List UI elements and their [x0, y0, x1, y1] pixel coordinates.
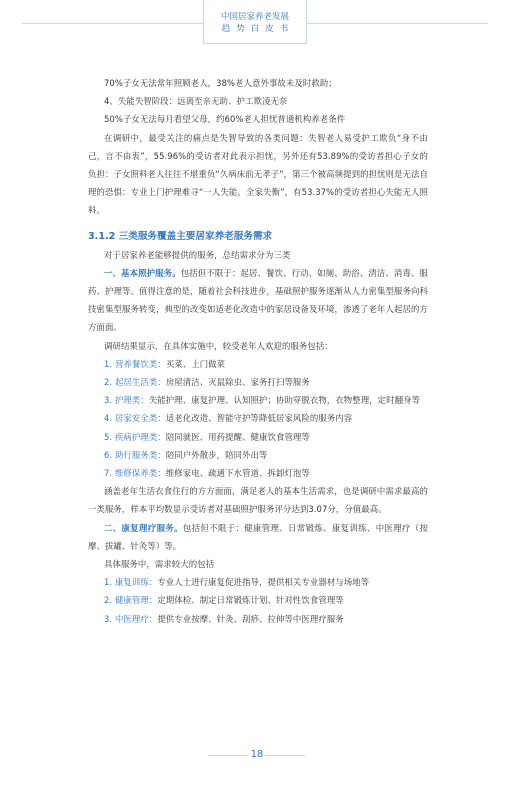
list-item-label: 2. 起居生活类： [104, 377, 166, 388]
paragraph-stat-2: 50%子女无法每月看望父母，约60%老人担忧普通机构养老条件 [104, 114, 346, 125]
paragraph-rehab-intro: 具体服务中，需求较大的包括 [104, 559, 215, 570]
list-item [88, 428, 428, 446]
paragraph-rehab [88, 519, 428, 555]
rehab-heading: 二、康复理疗服务。 [104, 522, 183, 533]
footer-rule-right [265, 755, 305, 756]
list-item-text: 提供专业按摩、针灸、刮痧、拉伸等中医理疗服务 [157, 613, 344, 624]
list-item [88, 464, 428, 482]
footer-rule-left [208, 755, 248, 756]
list-item-text: 买菜、上门做菜 [165, 358, 226, 369]
list-item [88, 573, 428, 591]
paragraph-stage-4: 4、失能失智阶段：远离至亲无助、护工欺凌无奈 [104, 96, 288, 107]
paragraph-pain-points: 在调研中，最受关注的痛点是失智导致的各类问题：失智老人易受护工欺负“身不由己，言不由衷”，55.96%的受访者对此表示担忧，另外还有53.89%的受访者担心子女的负担：子女照料老人往往不堪重负“久病床前无孝子”，第三个被高频提到的担忧则是无法自理的恐惧：专业上门护理难寻“一人失能，全家失衡”，有53.37%的受访者担心失能无人照料。 [88, 132, 428, 216]
list-item [88, 409, 428, 427]
page-number: 18 [250, 749, 264, 760]
header-rule-left [22, 23, 203, 24]
list-item-label: 5. 疾病护理类： [104, 431, 166, 442]
list-item-text: 陪同就医、用药提醒、健康饮食管理等 [165, 431, 310, 442]
rehab-list [88, 573, 428, 628]
list-item-label: 3. 中医理疗： [104, 613, 158, 624]
list-item-text: 房屋清洁、灭鼠除虫、家务打扫等服务 [165, 377, 310, 388]
page-footer [0, 747, 510, 767]
list-item-text: 适老化改造、智能守护等降低居家风险的服务内容 [165, 413, 353, 424]
list-item-label: 2. 健康管理： [104, 595, 158, 606]
paragraph-survey: 调研结果显示，在具体实施中，较受老年人欢迎的服务包括： [104, 340, 333, 351]
paragraph-summary: 涵盖老年生活衣食住行的方方面面，满足老人的基本生活需求，也是调研中需求最高的一类服务，样本平均数显示受访者对基础照护服务评分达到3.07分，分值最高。 [88, 486, 428, 515]
list-item-label: 7. 维修保养类： [104, 468, 166, 479]
header-title-box [203, 0, 307, 44]
paragraph-intro: 对于居家养老能够提供的服务，总结需求分为三类 [104, 249, 291, 260]
list-item-text: 定期体检、制定日常锻炼计划、针对性饮食管理等 [157, 595, 344, 606]
rehab-text: 包括但不限于：健康管理、日常锻炼、康复训练、中医理疗（按摩、拔罐、针灸等）等。 [88, 522, 428, 551]
list-item [88, 591, 428, 609]
list-item-label: 6. 助行服务类： [104, 449, 166, 460]
list-item [88, 355, 428, 373]
paragraph-basic-care [88, 264, 428, 337]
section-title: 3.1.2 三类服务覆盖主要居家养老服务需求 [88, 230, 273, 242]
basic-care-list [88, 355, 428, 482]
basic-care-heading: 一、基本照护服务。 [104, 267, 181, 278]
list-item [88, 610, 428, 628]
basic-care-text: 包括但不限于：起居、餐饮、行动、如厕、助浴、清洁、消毒、服药、护理等。值得注意的是，随着社会科技进步，基础照护服务逐渐从人力密集型服务向科技密集型服务转变，典型的改变如适老化改造中的家居设备及环境，渗透了老年人起居的方方面面。 [88, 267, 428, 333]
list-item-label: 1. 康复训练： [104, 577, 158, 588]
list-item-label: 3. 护理类： [104, 395, 149, 406]
list-item [88, 446, 428, 464]
header-rule-right [305, 23, 488, 24]
list-item-text: 失能护理、康复护理、认知照护；协助穿脱衣物，衣物整理，定时翻身等 [148, 395, 421, 406]
list-item [88, 373, 428, 391]
page-body [88, 74, 428, 628]
list-item-text: 专业人士进行康复促进指导，提供相关专业器材与场地等 [157, 577, 370, 588]
paragraph-stat-1: 70%子女无法常年照顾老人，38%老人意外事故未及时救助； [104, 78, 337, 88]
page-header [0, 0, 510, 48]
list-item-text: 维修家电、疏通下水管道、拆卸灯泡等 [165, 468, 310, 479]
list-item-label: 1. 营养餐饮类： [104, 358, 166, 369]
list-item [88, 391, 428, 409]
header-subtitle: 趋势白皮书 [221, 24, 295, 34]
header-title: 中国居家养老发展 [220, 12, 289, 22]
list-item-text: 陪同户外散步，陪同外出等 [165, 449, 268, 460]
list-item-label: 4. 居家安全类： [104, 413, 166, 424]
